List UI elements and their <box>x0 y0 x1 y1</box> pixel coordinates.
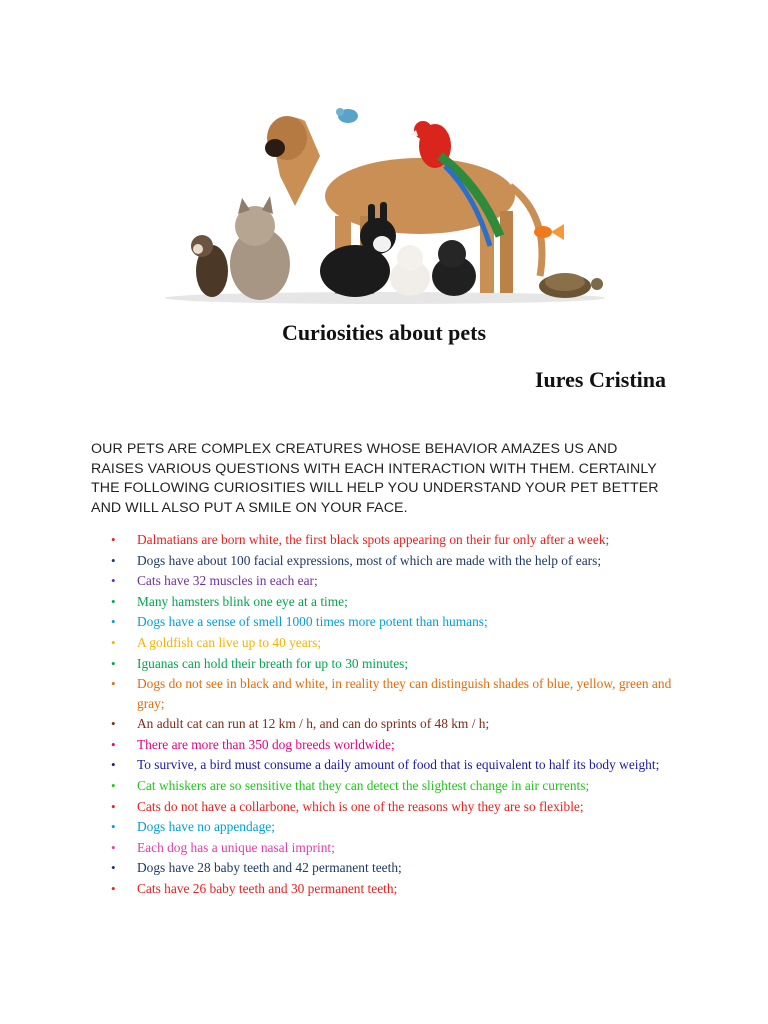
bullet-icon: • <box>111 676 116 692</box>
bullet-icon: • <box>111 716 116 732</box>
bullet-icon: • <box>111 573 116 589</box>
bullet-icon: • <box>111 655 116 671</box>
fact-item <box>91 879 691 899</box>
fact-text: Dalmatians are born white, the first black spots appearing on their fur only after a week; <box>137 532 610 547</box>
fact-text: Each dog has a unique nasal imprint; <box>137 839 335 855</box>
fact-text: Many hamsters blink one eye at a time; <box>137 593 348 609</box>
fact-item <box>91 551 691 571</box>
bullet-icon: • <box>111 798 116 814</box>
fact-item <box>91 674 691 713</box>
bullet-icon: • <box>111 819 116 835</box>
turtle-shape <box>539 273 603 298</box>
bullet-icon: • <box>111 736 116 752</box>
fact-text: Cats have 26 baby teeth and 30 permanent teeth; <box>137 881 398 896</box>
fact-item <box>91 797 691 817</box>
fact-text: Cats do not have a collarbone, which is one of the reasons why they are so flexible; <box>137 798 584 814</box>
fact-text: Dogs have a sense of smell 1000 times more potent than humans; <box>137 614 488 630</box>
bullet-icon: • <box>111 757 116 773</box>
document-author: Iures Cristina <box>535 367 666 392</box>
bullet-icon: • <box>111 778 116 794</box>
fact-item <box>91 858 691 878</box>
fact-item <box>91 735 691 755</box>
fact-text: A goldfish can live up to 40 years; <box>137 634 322 650</box>
bullet-icon: • <box>111 881 116 896</box>
bullet-icon: • <box>111 634 116 650</box>
fact-text: An adult cat can run at 12 km / h, and can do sprints of 48 km / h; <box>137 716 490 732</box>
bullet-icon: • <box>111 532 116 547</box>
fact-item <box>91 654 691 674</box>
fact-item <box>91 776 691 796</box>
bullet-icon: • <box>111 839 116 855</box>
white-kitten-shape <box>390 245 430 296</box>
fact-text: Cats have 32 muscles in each ear; <box>137 573 318 589</box>
black-kitten-shape <box>432 240 476 296</box>
fact-item <box>91 571 691 591</box>
bullet-icon: • <box>111 860 116 876</box>
fact-item <box>91 592 691 612</box>
ferret-shape <box>191 235 228 297</box>
fact-text: Dogs have no appendage; <box>137 819 275 835</box>
fact-item <box>91 714 691 734</box>
fact-text: There are more than 350 dog breeds worldwide; <box>137 736 395 752</box>
pets-hero-image <box>120 86 650 306</box>
document-title: Curiosities about pets <box>281 320 487 345</box>
fact-item <box>91 633 691 653</box>
bullet-icon: • <box>111 552 116 568</box>
fact-item <box>91 838 691 858</box>
fact-text: Iguanas can hold their breath for up to 30 minutes; <box>137 655 409 671</box>
small-bird-shape <box>336 108 358 123</box>
fact-item <box>91 817 691 837</box>
intro-paragraph: OUR PETS ARE COMPLEX CREATURES WHOSE BEHAVIOR AMAZES US AND RAISES VARIOUS QUESTIONS WITH EACH INTERACTION WITH THEM. CERTAINLY THE FOLLOWING CURIOSITIES WILL HELP YOU UNDERSTAND YOUR PET BETTER AND WILL ALSO PUT A SMILE ON YOUR FACE. <box>91 441 659 517</box>
fact-text: Dogs have about 100 facial expressions, most of which are made with the help of ears; <box>137 552 602 568</box>
facts-list <box>91 530 691 900</box>
bullet-icon: • <box>111 614 116 630</box>
fact-item <box>91 530 691 550</box>
fact-item <box>91 612 691 632</box>
tabby-cat-shape <box>230 196 290 300</box>
bullet-icon: • <box>111 593 116 609</box>
fact-text: To survive, a bird must consume a daily amount of food that is equivalent to half its body weight; <box>137 757 660 773</box>
fact-item <box>91 755 691 775</box>
fact-text: Dogs have 28 baby teeth and 42 permanent teeth; <box>137 860 402 876</box>
fact-text: Cat whiskers are so sensitive that they can detect the slightest change in air currents; <box>137 778 590 794</box>
fact-text: Dogs do not see in black and white, in reality they can distinguish shades of blue, yellow, green and gray; <box>137 676 672 711</box>
